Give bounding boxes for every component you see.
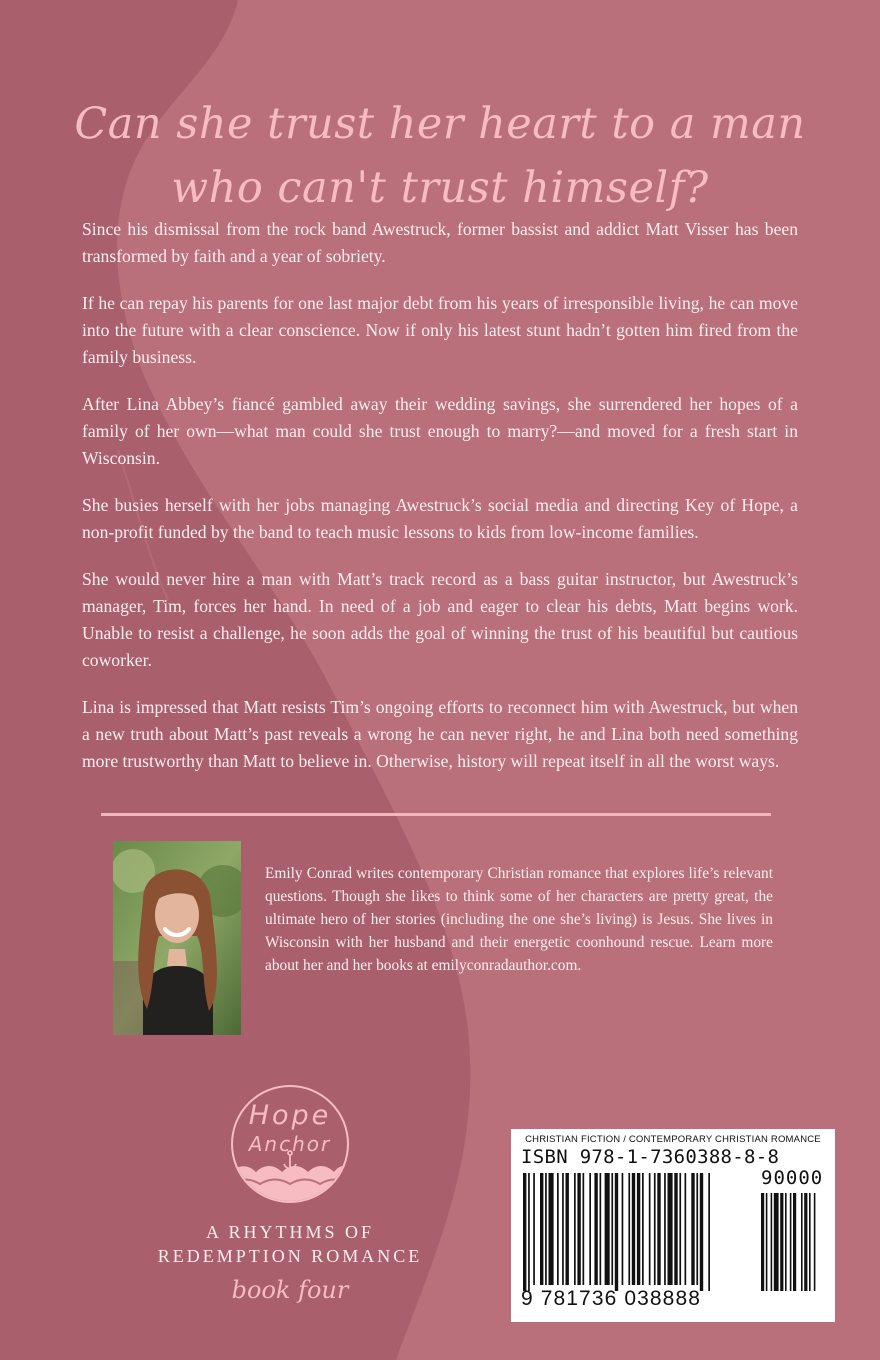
barcode-bar [533, 1173, 535, 1285]
barcode-bar [557, 1173, 559, 1285]
book-blurb [82, 216, 798, 795]
barcode-addon-bar [761, 1193, 764, 1291]
barcode-bar [649, 1173, 651, 1285]
section-divider [101, 813, 771, 816]
isbn-number: ISBN 978-1-7360388-8-8 [521, 1146, 780, 1168]
barcode-bar [679, 1173, 681, 1285]
blurb-paragraph: She would never hire a man with Matt’s track record as a bass guitar instructor, but Awestruck’s manager, Tim, forces her hand. In need of a job and eager to clear his debts, Matt begins work. Unable to resist a challenge, he soon adds the goal of winning the trust of his beautiful but cautious coworker. [82, 569, 798, 670]
tagline-line-2: who can't trust himself? [171, 163, 709, 213]
barcode-bar [549, 1173, 554, 1285]
barcode-bar [668, 1173, 673, 1285]
series-name-line-1: A RHYTHMS OF [205, 1222, 375, 1242]
barcode-addon-bar [790, 1193, 792, 1291]
barcode-addon-bar [780, 1193, 783, 1291]
barcode-bar [528, 1173, 530, 1291]
barcode-bar [700, 1173, 703, 1291]
barcode-bar [577, 1173, 580, 1285]
barcode-bar [642, 1173, 644, 1285]
barcode-bar [574, 1173, 576, 1285]
barcode-addon-bar [793, 1193, 796, 1291]
barcode-bar [594, 1173, 597, 1285]
barcode-bar [622, 1173, 624, 1285]
series-name-line-2: REDEMPTION ROMANCE [157, 1246, 423, 1266]
blurb-paragraph: If he can repay his parents for one last major debt from his years of irresponsible living, he can move into the future with a clear conscience. Now if only his latest stunt hadn’t gotten him fired from the family business. [82, 293, 798, 367]
barcode-addon-bar [809, 1193, 811, 1291]
book-number: book four [231, 1276, 349, 1304]
barcode-addon-bar [774, 1193, 779, 1291]
barcode-bar [540, 1173, 543, 1285]
barcode-bar [691, 1173, 694, 1285]
barcode-addon-bar [771, 1193, 773, 1291]
barcode-bar [615, 1173, 618, 1291]
blurb-paragraph: Since his dismissal from the rock band Awestruck, former bassist and addict Matt Visser has been transformed by faith and a year of sobriety. [82, 219, 798, 266]
blurb-paragraph: Lina is impressed that Matt resists Tim’s ongoing efforts to reconnect him with Awestruck, but when a new truth about Matt’s past reveals a wrong he can never right, he and Lina both need something more trustworthy than Matt to believe in. Otherwise, history will repeat itself in all the worst ways. [82, 697, 798, 771]
logo-word-anchor: Anchor [248, 1132, 332, 1156]
tagline [0, 92, 880, 220]
barcode-bar [657, 1173, 660, 1285]
hope-anchor-logo [228, 1082, 352, 1206]
barcode-digits: 9 781736 038888 [521, 1287, 701, 1310]
barcode-bar [637, 1173, 640, 1285]
blurb-paragraph: She busies herself with her jobs managing Awestruck’s social media and directing Key of Hope, a non-profit funded by the band to teach music lessons to kids from low-income families. [82, 495, 798, 542]
barcode-bar [562, 1173, 564, 1285]
barcode-addon-bar [766, 1193, 768, 1291]
barcode-bar [523, 1173, 526, 1291]
barcode-addon-bar [785, 1193, 787, 1291]
barcode-bar [566, 1173, 569, 1285]
barcode-bar [654, 1173, 656, 1285]
barcode-bar [600, 1173, 602, 1285]
barcode-addon-bar [804, 1193, 807, 1291]
barcode-addon-bar [814, 1193, 816, 1291]
author-portrait-icon [113, 841, 241, 1035]
barcode-bar [664, 1173, 666, 1285]
tagline-line-1: Can she trust her heart to a man [74, 99, 806, 149]
isbn-barcode [511, 1129, 835, 1322]
barcode-bar [589, 1173, 591, 1285]
barcode-bar [605, 1173, 610, 1285]
bisac-category: CHRISTIAN FICTION / CONTEMPORARY CHRISTIAN ROMANCE [525, 1134, 821, 1145]
barcode-bar [611, 1173, 613, 1285]
logo-word-hope: Hope [248, 1100, 332, 1131]
barcode-bar [685, 1173, 687, 1285]
barcode-bar [632, 1173, 635, 1285]
barcode-bar [628, 1173, 630, 1285]
author-bio: Emily Conrad writes contemporary Christian romance that explores life’s relevant questions. Though she likes to think some of her characters are pretty great, the ultimate hero of her stories (including the one she’s living) is Jesus. She lives in Wisconsin with her husband and their energetic coonhound rescue. Learn more about her and her books at emilyconradauthor.com. [265, 865, 773, 974]
barcode-bar [583, 1173, 585, 1285]
price-code: 90000 [761, 1167, 824, 1189]
barcode-bar [545, 1173, 547, 1285]
barcode-bar [708, 1173, 710, 1291]
barcode-bar [696, 1173, 698, 1285]
author-photo [113, 841, 241, 1035]
blurb-paragraph: After Lina Abbey’s fiancé gambled away their wedding savings, she surrendered her hopes of a family of her own—what man could she trust enough to marry?—and moved for a fresh start in Wisconsin. [82, 394, 798, 468]
barcode-bar [674, 1173, 677, 1285]
barcode-addon-bar [801, 1193, 803, 1291]
